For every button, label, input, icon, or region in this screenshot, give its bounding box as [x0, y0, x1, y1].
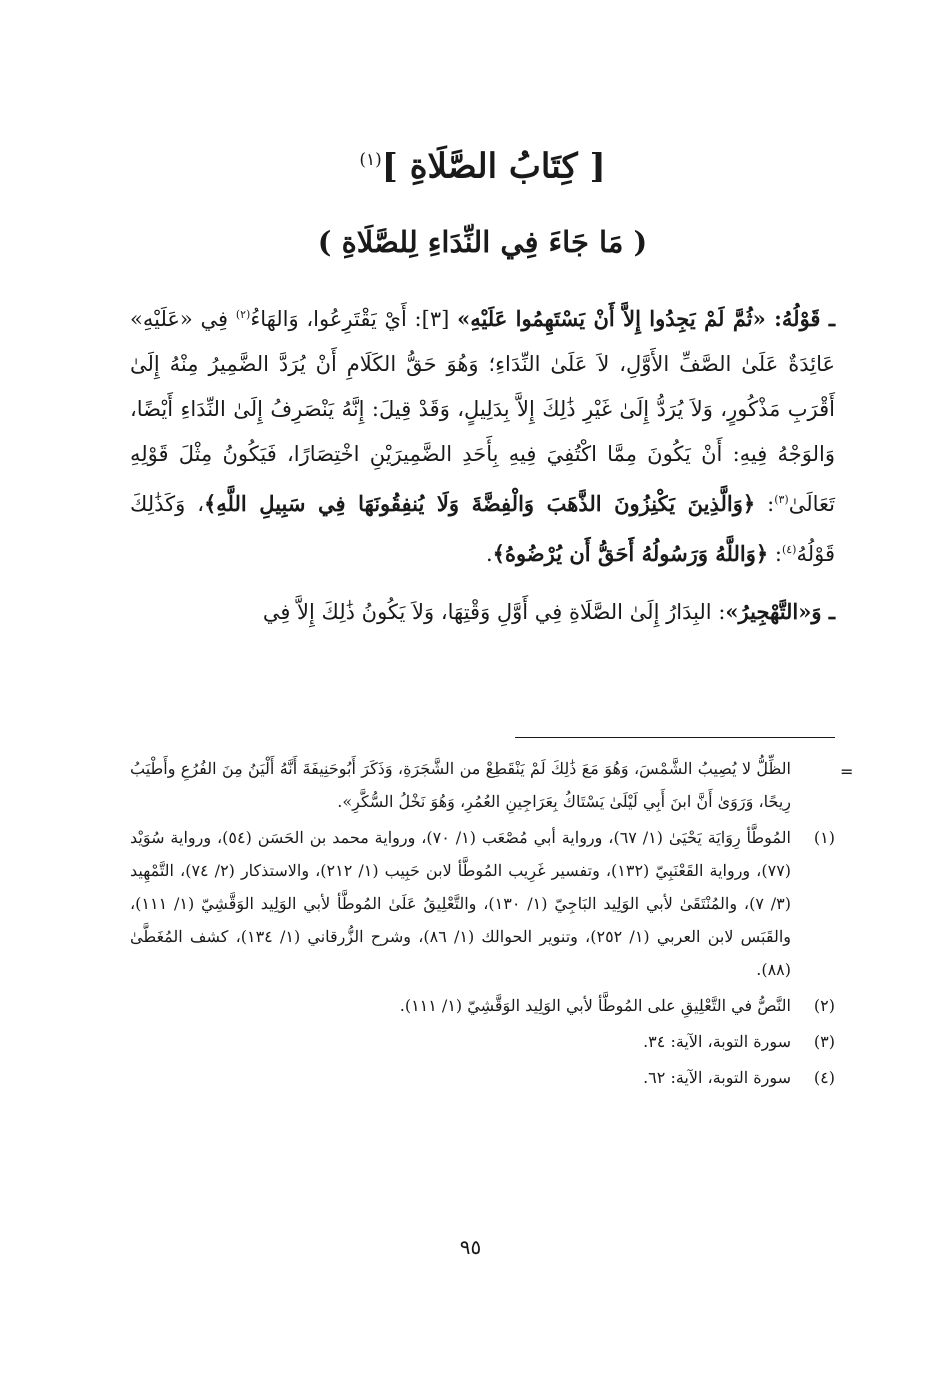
footnote-text: سورة التوبة، الآية: ٣٤. — [643, 1032, 791, 1051]
footnote-marker: (٣) — [813, 1032, 835, 1051]
page-number: ٩٥ — [459, 1235, 482, 1259]
paragraph-1-text-a: [٣]: أَيْ يَقْتَرِعُوا، وَالهَاءُ — [250, 307, 458, 331]
footnotes — [130, 752, 835, 1094]
paragraph-1-text-f: . — [485, 542, 493, 566]
term-quote: «التَّهْجِيرُ» — [725, 599, 812, 624]
footnote-text: المُوطَّأ رِوَايَة يَحْيَىٰ (١/ ٦٧)، ورواية أبي مُصْعَب (١/ ٧٠)، ورواية محمد بن الحَسَن (٥٤)، ورواية سُوَيْد (٧٧)، ورواية القَعْنَبِيّ (١٣٢)، وتفسير غَرِيب المُوطَّأ لابن حَبِيب (١/ ٢١٢)، والاستذكار (٢/ ٧٤)، التَّمْهِيد (٣/ ٧)، والمُنْتَقَىٰ لأبي الوَلِيد البَاجِيّ (١/ ١٣٠)، والتَّعْلِيقُ عَلَىٰ المُوطَّأ لأبي الوَلِيد الوَقَّشِيّ (١/ ١١١)، والقَبَس لابن العربي (١/ ٢٥٢)، وتنوير الحوالك (١/ ٨٦)، وشرح الزُّرقاني (١/ ١٣٤)، كشف المُغَطَّىٰ (٨٨). — [130, 828, 792, 979]
footnote-text: النَّصُّ في التَّعْلِيقِ على المُوطَّأ لأبي الوَلِيد الوَقَّشِيّ (١/ ١١١). — [399, 996, 791, 1015]
footnote-continuation-mark: = — [840, 762, 854, 781]
paragraph-1-text-c: : — [755, 492, 775, 516]
paragraph-1-lead: ـ قَوْلُهُ: — [765, 306, 835, 331]
main-text — [130, 292, 835, 635]
footnote-ref-2: (٢) — [235, 308, 251, 321]
footnote-text: سورة التوبة، الآية: ٦٢. — [643, 1068, 791, 1087]
hadith-quote: «ثُمَّ لَمْ يَجِدُوا إِلاَّ أَنْ يَسْتَهِمُوا عَلَيْهِ» — [457, 306, 766, 331]
footnote-continuation — [130, 752, 835, 818]
footnote-ref-4: (٤) — [781, 543, 797, 556]
footnote-marker: (٤) — [813, 1068, 835, 1087]
paragraph-1-text-e: : — [768, 542, 782, 566]
footnote-ref-3: (٣) — [774, 493, 789, 506]
footnote-2 — [130, 989, 835, 1022]
paragraph-1 — [130, 292, 835, 577]
footnote-marker: (٢) — [813, 996, 835, 1015]
paragraph-1-text-b: فِي «عَلَيْهِ» عَائِدَةٌ عَلَىٰ الصَّفِّ الأَوَّلِ، لاَ عَلَىٰ النِّدَاءِ؛ وَهُوَ حَقُّ الكَلَامِ أَنْ يُرَدَّ الضَّمِيرُ مِنْهُ إِلَىٰ أَقْرَبِ مَذْكُورٍ، وَلاَ يُرَدُّ إِلَىٰ غَيْرِ ذَٰلِكَ إِلاَّ بِدَلِيلٍ، وَقَدْ قِيلَ: إِنَّهُ يَنْصَرِفُ إِلَىٰ النِّدَاءِ أَيْضًا، وَالوَجْهُ فِيهِ: أَنْ يَكُونَ مِمَّا اكْتُفِيَ فِيهِ بِأَحَدِ الضَّمِيرَيْنِ اخْتِصَارًا، فَيَكُونُ مِثْلَ قَوْلِهِ تَعَالَىٰ — [130, 307, 835, 516]
footnote-separator — [515, 737, 835, 738]
chapter-title-footnote-ref: (١) — [359, 150, 382, 170]
footnote-4 — [130, 1061, 835, 1094]
paragraph-2-text: : البِدَارُ إِلَىٰ الصَّلَاةِ فِي أَوَّلِ وَقْتِهَا، وَلاَ يَكُونُ ذَٰلِكَ إِلاَّ فِي — [262, 600, 726, 624]
paragraph-2 — [130, 589, 835, 635]
section-title: ( مَا جَاءَ فِي النِّدَاءِ لِلصَّلَاةِ ) — [317, 225, 648, 259]
paragraph-2-lead: ـ وَ — [811, 599, 835, 624]
footnote-1 — [130, 821, 835, 986]
footnote-3 — [130, 1025, 835, 1058]
chapter-title-text: [ كِتَابُ الصَّلَاةِ ] — [381, 146, 606, 187]
chapter-title — [130, 135, 835, 191]
paragraph-1-text-d: ، وَكَذَٰلِكَ قَوْلُهُ — [130, 492, 835, 566]
footnote-marker: (١) — [813, 828, 835, 847]
quran-verse-2: ﴿وَاللَّهُ وَرَسُولُهُ أَحَقُّ أَن يُرْضُوهُ﴾ — [492, 541, 769, 566]
quran-verse-1: ﴿وَالَّذِينَ يَكْنِزُونَ الذَّهَبَ وَالْفِضَّةَ وَلَا يُنفِقُونَهَا فِي سَبِيلِ اللَّهِ﴾ — [203, 491, 756, 516]
footnote-text: الظِّلُّ لا يُصِيبُ الشَّمْسَ، وَهُوَ مَعَ ذَٰلِكَ لَمْ يَنْقَطِعْ من الشَّجَرَةِ، وَذَكَرَ أَبُوحَنِيفَةَ أَنَّهُ أَلْيَنُ مِنَ الفُرُعِ وأَطْيَبُ رِيحًا، وَرَوَىٰ أَنَّ ابنَ أَبِي لَيْلَىٰ يَسْتَاكُ بِعَرَاجِينِ العُمُرِ، وَهُوَ نَخْلُ السُّكَّرِ». — [130, 759, 791, 811]
